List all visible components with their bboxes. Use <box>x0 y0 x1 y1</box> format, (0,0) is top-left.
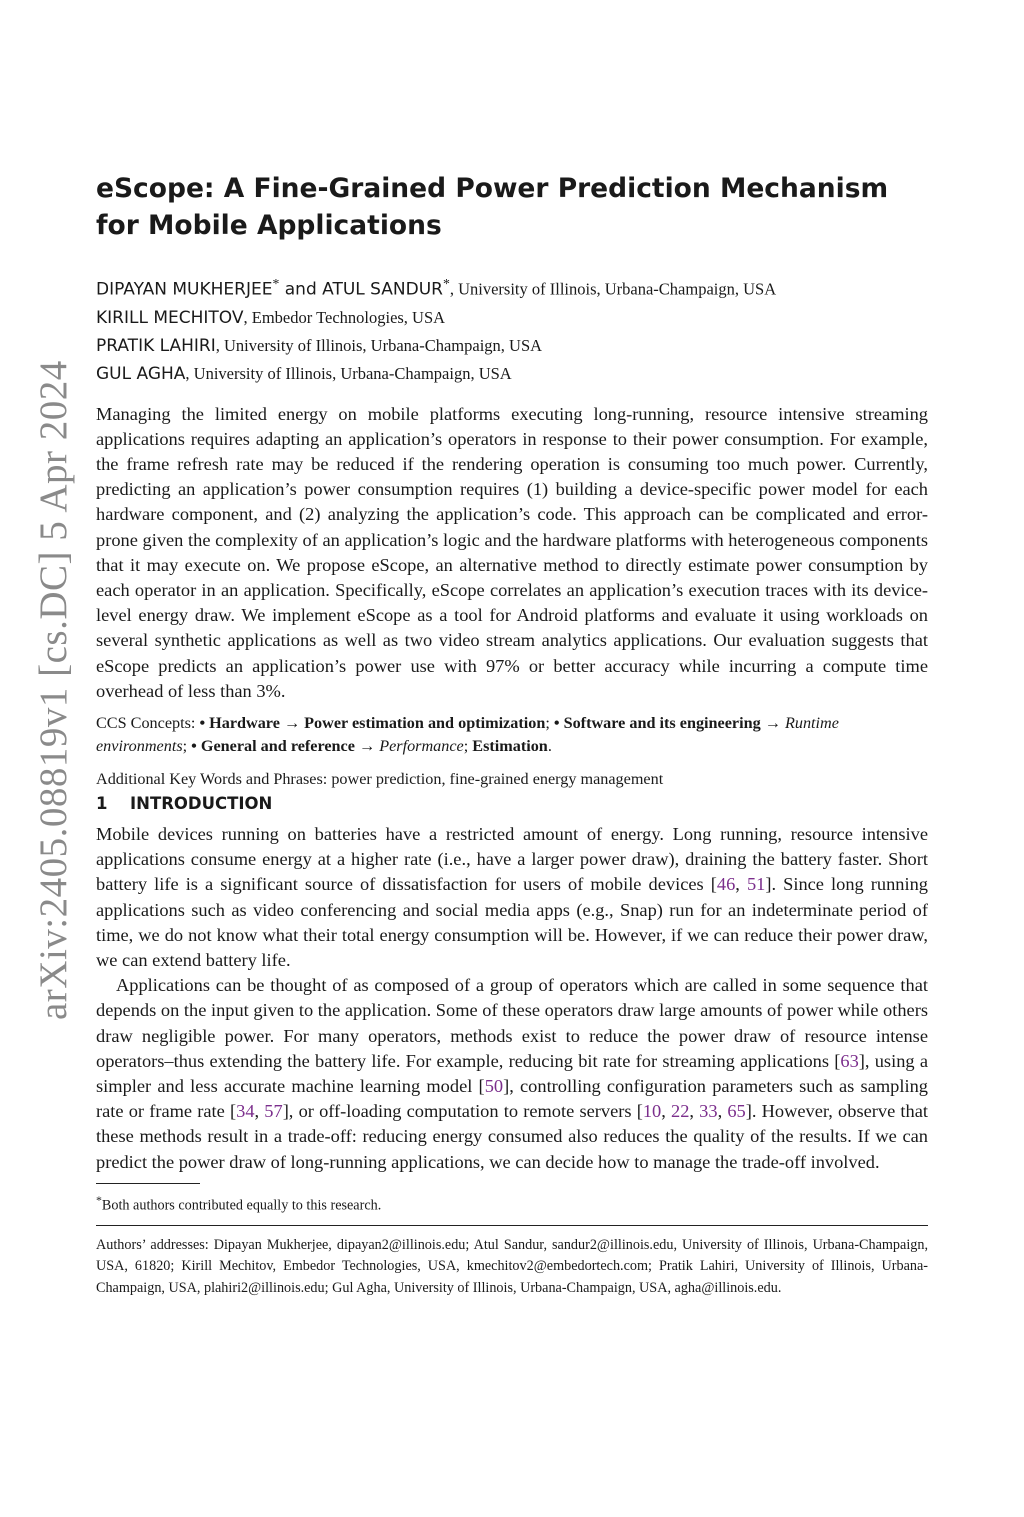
author-name: ATUL SANDUR <box>322 279 443 300</box>
footnote-mark: * <box>96 1192 102 1207</box>
ccs-concept: • General and reference <box>191 737 355 756</box>
citation-separator: , <box>717 1101 728 1122</box>
author-addresses: Authors’ addresses: Dipayan Mukherjee, dipayan2@illinois.edu; Atul Sandur, sandur2@illinois.edu, University of Illinois, Urbana-Champaign, USA, 61820; Kirill Mechitov, Embedor Technologies, USA, kmechitov2@embedortech.com; Pratik Lahiri, University of Illinois, Urbana-Champaign, USA, plahiri2@illinois.edu; Gul Agha, University of Illinois, Urbana-Champaign, USA, agha@illinois.edu. <box>96 1236 928 1296</box>
author-conjunction: and <box>279 279 323 300</box>
citation-separator: , <box>735 874 747 895</box>
ccs-concept: Estimation <box>472 737 548 756</box>
addresses-divider <box>96 1225 928 1226</box>
author-line-3 <box>96 332 928 360</box>
intro-paragraph-1 <box>96 822 928 973</box>
ccs-concept: Performance <box>379 737 464 756</box>
body-text: ], using a simpler and less accurate machine learning model [ <box>96 1050 929 1096</box>
paper-title: eScope: A Fine-Grained Power Prediction Mechanism for Mobile Applications <box>96 173 889 241</box>
ccs-concept: Power estimation and optimization <box>304 713 546 732</box>
body-text: ], controlling configuration parameters such as sampling rate or frame rate [ <box>96 1075 928 1122</box>
citation-link[interactable]: 22 <box>671 1101 690 1122</box>
citation-link[interactable]: 65 <box>727 1101 746 1122</box>
ccs-end: . <box>547 737 552 756</box>
section-heading <box>96 792 928 816</box>
ccs-concepts <box>96 712 928 759</box>
citation-separator: , <box>254 1101 265 1122</box>
ccs-concept: • Software and its engineering <box>553 713 761 732</box>
ccs-separator: ; <box>463 737 473 756</box>
keywords: Additional Key Words and Phrases: power prediction, fine-grained energy management <box>96 769 664 788</box>
body-text: Mobile devices running on batteries have a restricted amount of energy. Long running, resource intensive applications consume energy at a higher rate (i.e., have a larger power draw), draining the battery faster. Short battery life is a significant source of dissatisfaction for users of mobile devices [ <box>96 823 928 895</box>
ccs-arrow: → <box>279 713 305 732</box>
arxiv-identifier-stamp: arXiv:2405.08819v1 [cs.DC] 5 Apr 2024 <box>32 360 75 1020</box>
citation-link[interactable]: 46 <box>716 874 736 895</box>
author-affiliation: , University of Illinois, Urbana-Champaign, USA <box>215 335 543 355</box>
body-text: ]. Since long running applications such as video conferencing and social media apps (e.g., Snap) run for an indeterminate period of time, we do not know what their total energy consumption will be. However, if we can reduce their power draw, we can extend battery life. <box>96 874 928 970</box>
section-title: INTRODUCTION <box>130 793 273 813</box>
footnote-divider <box>96 1183 200 1184</box>
author-affiliation: , University of Illinois, Urbana-Champaign, USA <box>449 279 777 299</box>
author-affiliation: , Embedor Technologies, USA <box>243 307 446 327</box>
section-number: 1 <box>96 793 108 813</box>
author-name: GUL AGHA <box>96 363 186 384</box>
body-text: ]. However, observe that these methods result in a trade-off: reducing energy consumed also reduces the quality of the results. If we can predict the power draw of long-running applications, we can decide how to manage the trade-off involved. <box>96 1101 928 1172</box>
author-name: DIPAYAN MUKHERJEE <box>96 279 273 300</box>
author-block <box>96 270 928 388</box>
ccs-separator: ; <box>182 737 192 756</box>
ccs-arrow: → <box>760 713 785 732</box>
citation-link[interactable]: 33 <box>699 1101 718 1122</box>
author-line-4 <box>96 360 928 388</box>
main-content <box>96 170 928 1299</box>
body-text: Applications can be thought of as composed of a group of operators which are called in some sequence that depends on the input given to the application. Some of these operators draw large amounts of power while others draw negligible power. For many operators, methods exist to reduce the power draw of resource intense operators–thus extending the battery life. For example, reducing bit rate for streaming applications [ <box>96 975 928 1071</box>
intro-paragraph-2 <box>96 973 928 1175</box>
citation-separator: , <box>689 1101 700 1122</box>
abstract: Managing the limited energy on mobile platforms executing long-running, resource intensive streaming applications requires adapting an application’s operators in response to their power consumption. For example, the frame refresh rate may be reduced if the rendering operation is consuming too much power. Currently, predicting an application’s power consumption requires (1) building a device-specific power model for each hardware component, and (2) analyzing the application’s code. This approach can be complicated and error-prone given the complexity of an application’s logic and the hardware platforms with heterogeneous components that it may execute on. We propose eScope, an alternative method to directly estimate power consumption by each operator in an application. Specifically, eScope correlates an application’s execution traces with its device-level energy draw. We implement eScope as a tool for Android platforms and evaluate it using workloads on several synthetic applications as well as two video stream analytics applications. Our evaluation suggests that eScope predicts an application’s power use with 97% or better accuracy while incurring a compute time overhead of less than 3%. <box>96 403 928 701</box>
equal-contribution-mark: * <box>272 276 280 291</box>
footnote-text: Both authors contributed equally to this research. <box>101 1197 382 1214</box>
citation-link[interactable]: 50 <box>484 1075 504 1096</box>
citation-link[interactable]: 57 <box>264 1101 283 1122</box>
ccs-arrow: → <box>354 737 380 756</box>
author-name: KIRILL MECHITOV <box>96 307 244 328</box>
author-line-2 <box>96 304 928 332</box>
footnote <box>96 1190 928 1216</box>
author-line-1 <box>96 270 928 304</box>
citation-link[interactable]: 10 <box>642 1101 662 1122</box>
ccs-label: CCS Concepts: <box>96 713 200 732</box>
citation-separator: , <box>661 1101 671 1122</box>
author-name: PRATIK LAHIRI <box>96 335 216 356</box>
ccs-concept: Runtime environments <box>96 713 839 756</box>
body-text: ], or off-loading computation to remote servers [ <box>282 1101 643 1122</box>
citation-link[interactable]: 51 <box>746 874 766 895</box>
ccs-separator: ; <box>545 713 554 732</box>
equal-contribution-mark: * <box>442 276 450 291</box>
author-affiliation: , University of Illinois, Urbana-Champaign, USA <box>185 363 512 383</box>
citation-link[interactable]: 34 <box>236 1101 255 1122</box>
ccs-concept: • Hardware <box>199 713 280 732</box>
citation-link[interactable]: 63 <box>840 1050 859 1071</box>
